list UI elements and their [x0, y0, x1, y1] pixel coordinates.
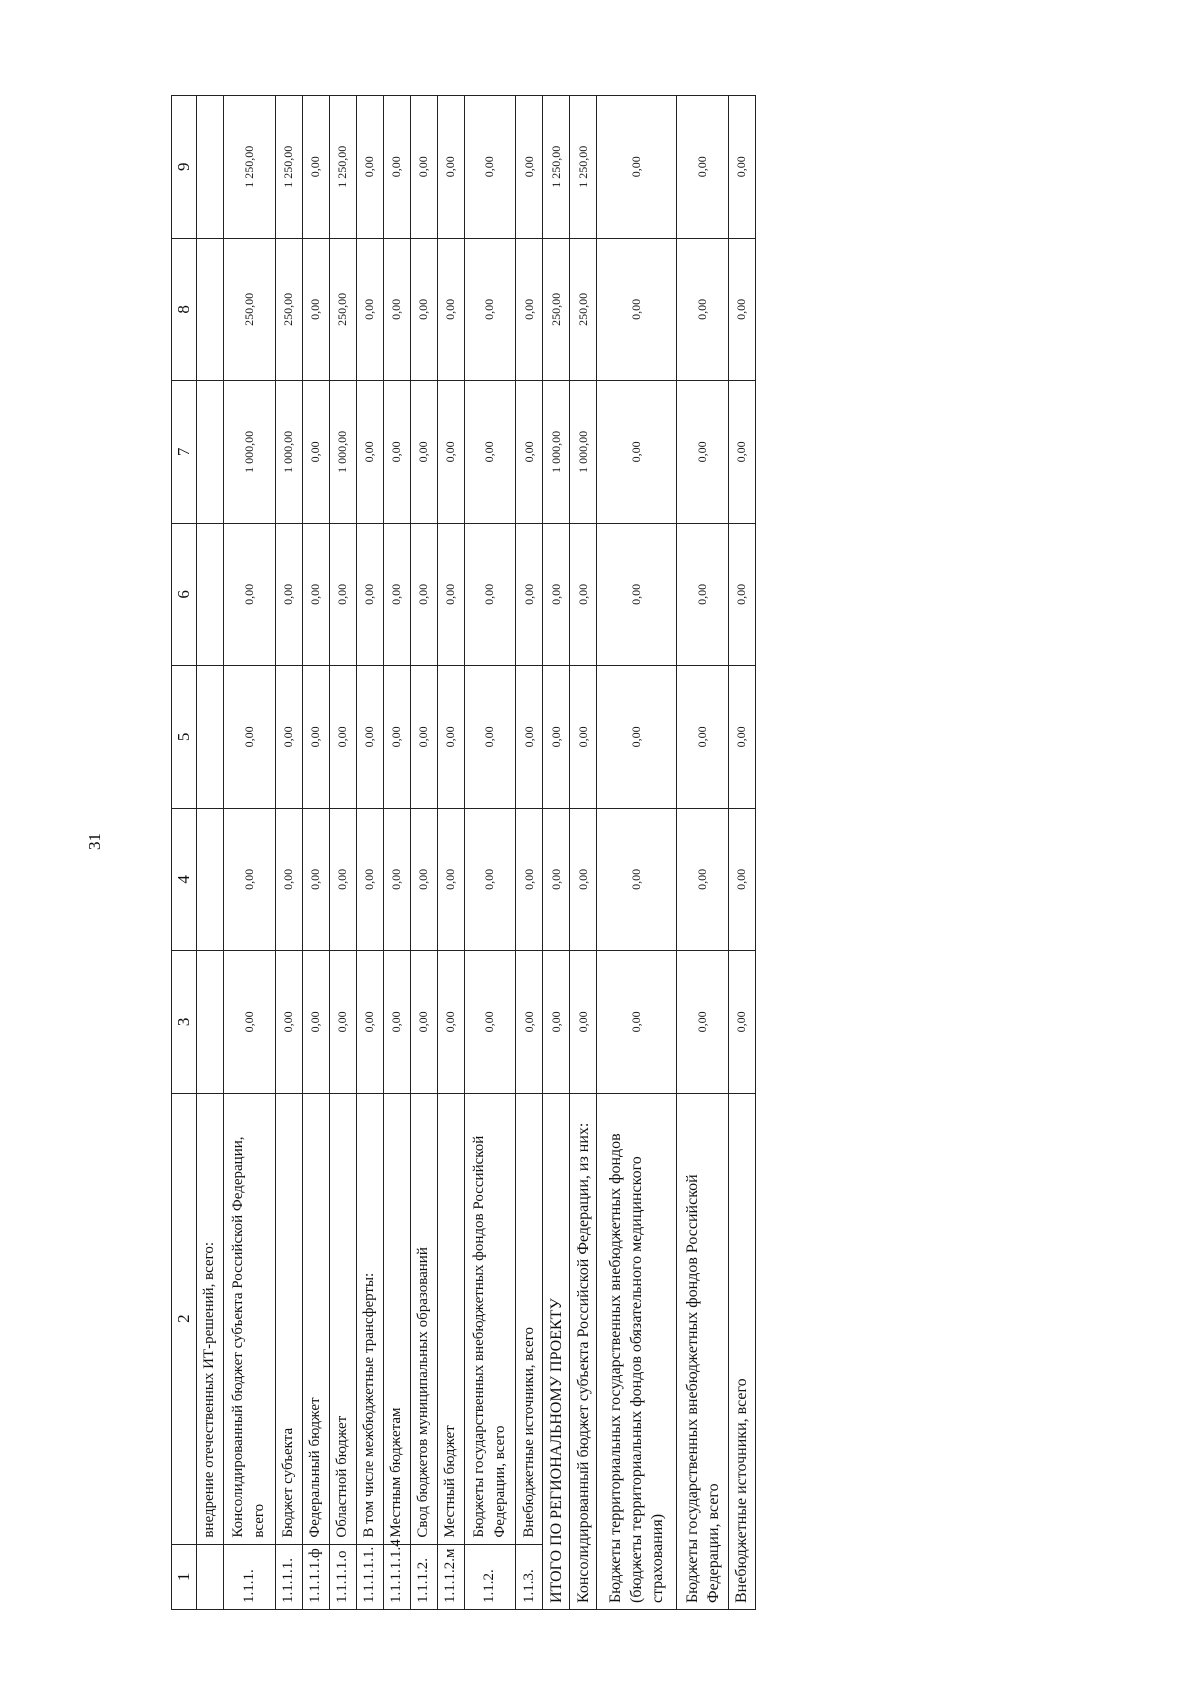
table-header-row — [172, 96, 197, 1610]
row-code: 1.1.1.1.1. — [356, 1544, 383, 1609]
cell-value: 0,00 — [383, 523, 410, 666]
cell-value — [197, 666, 224, 809]
column-header: 5 — [172, 666, 197, 809]
row-name: внедрение отечественных ИТ-решений, всего: — [197, 1093, 224, 1544]
row-code: 1.1.1.1.1.4 — [383, 1544, 410, 1609]
cell-value: 1 000,00 — [543, 381, 570, 524]
cell-value: 250,00 — [329, 238, 356, 381]
summary-row — [597, 96, 677, 1610]
cell-value: 0,00 — [356, 238, 383, 381]
cell-value: 0,00 — [597, 523, 677, 666]
cell-value: 0,00 — [597, 808, 677, 951]
summary-row — [728, 96, 755, 1610]
cell-value: 0,00 — [356, 666, 383, 809]
cell-value: 1 250,00 — [543, 96, 570, 239]
cell-value: 1 250,00 — [570, 96, 597, 239]
cell-value: 0,00 — [516, 238, 543, 381]
row-name: Бюджеты государственных внебюджетных фондов Российской Федерации, всего — [464, 1093, 516, 1544]
cell-value: 0,00 — [728, 666, 755, 809]
column-header: 8 — [172, 238, 197, 381]
summary-row-name: Внебюджетные источники, всего — [728, 1093, 755, 1609]
cell-value: 0,00 — [677, 238, 729, 381]
cell-value: 0,00 — [677, 96, 729, 239]
cell-value: 0,00 — [275, 951, 302, 1094]
cell-value: 0,00 — [677, 951, 729, 1094]
column-header: 9 — [172, 96, 197, 239]
table-row — [302, 96, 329, 1610]
row-code: 1.1.1.1.ф — [302, 1544, 329, 1609]
cell-value: 0,00 — [356, 381, 383, 524]
cell-value: 0,00 — [410, 381, 437, 524]
cell-value: 0,00 — [437, 381, 464, 524]
cell-value: 0,00 — [302, 951, 329, 1094]
cell-value: 0,00 — [302, 381, 329, 524]
cell-value: 250,00 — [570, 238, 597, 381]
cell-value: 0,00 — [223, 666, 275, 809]
summary-row-name: Бюджеты государственных внебюджетных фондов Российской Федерации, всего — [677, 1093, 729, 1609]
cell-value: 0,00 — [383, 96, 410, 239]
cell-value — [197, 96, 224, 239]
table-row — [383, 96, 410, 1610]
cell-value: 0,00 — [223, 951, 275, 1094]
row-code: 1.1.1.2.м — [437, 1544, 464, 1609]
row-name: Местный бюджет — [437, 1093, 464, 1544]
cell-value: 0,00 — [437, 238, 464, 381]
cell-value: 0,00 — [437, 666, 464, 809]
row-code: 1.1.1.2. — [410, 1544, 437, 1609]
table-row — [223, 96, 275, 1610]
cell-value: 0,00 — [677, 381, 729, 524]
cell-value: 0,00 — [728, 381, 755, 524]
cell-value: 0,00 — [570, 666, 597, 809]
cell-value: 0,00 — [464, 96, 516, 239]
cell-value: 0,00 — [410, 523, 437, 666]
page-number: 31 — [85, 833, 104, 850]
cell-value — [197, 951, 224, 1094]
cell-value: 0,00 — [410, 96, 437, 239]
cell-value: 0,00 — [516, 523, 543, 666]
cell-value: 1 000,00 — [275, 381, 302, 524]
cell-value: 0,00 — [516, 808, 543, 951]
cell-value: 0,00 — [677, 666, 729, 809]
row-name: Местным бюджетам — [383, 1093, 410, 1544]
cell-value: 0,00 — [728, 951, 755, 1094]
column-header: 7 — [172, 381, 197, 524]
cell-value: 0,00 — [410, 666, 437, 809]
cell-value: 0,00 — [437, 951, 464, 1094]
row-code — [197, 1544, 224, 1609]
cell-value: 0,00 — [464, 381, 516, 524]
row-code: 1.1.1.1. — [275, 1544, 302, 1609]
cell-value: 0,00 — [302, 238, 329, 381]
cell-value: 0,00 — [464, 238, 516, 381]
summary-row-name: Консолидированный бюджет субъекта Российской Федерации, из них: — [570, 1093, 597, 1609]
row-code: 1.1.1. — [223, 1544, 275, 1609]
cell-value: 0,00 — [464, 523, 516, 666]
summary-row — [570, 96, 597, 1610]
summary-row-name: Бюджеты территориальных государственных внебюджетных фондов (бюджеты территориальных фондов обязательного медицинского страхования) — [597, 1093, 677, 1609]
cell-value: 250,00 — [223, 238, 275, 381]
column-header: 4 — [172, 808, 197, 951]
row-code: 1.1.3. — [516, 1544, 543, 1609]
cell-value: 1 250,00 — [329, 96, 356, 239]
cell-value: 0,00 — [329, 808, 356, 951]
cell-value: 0,00 — [464, 808, 516, 951]
row-name: Внебюджетные источники, всего — [516, 1093, 543, 1544]
cell-value: 0,00 — [383, 808, 410, 951]
cell-value: 0,00 — [275, 808, 302, 951]
row-name: Бюджет субъекта — [275, 1093, 302, 1544]
table-row — [464, 96, 516, 1610]
cell-value: 0,00 — [543, 666, 570, 809]
cell-value: 0,00 — [728, 808, 755, 951]
cell-value: 0,00 — [383, 666, 410, 809]
row-code: 1.1.2. — [464, 1544, 516, 1609]
row-name: Областной бюджет — [329, 1093, 356, 1544]
cell-value: 0,00 — [597, 666, 677, 809]
cell-value: 0,00 — [302, 666, 329, 809]
cell-value: 0,00 — [302, 96, 329, 239]
cell-value: 0,00 — [329, 666, 356, 809]
cell-value: 0,00 — [543, 951, 570, 1094]
cell-value: 1 000,00 — [329, 381, 356, 524]
cell-value: 0,00 — [383, 381, 410, 524]
cell-value: 0,00 — [597, 96, 677, 239]
cell-value: 0,00 — [275, 523, 302, 666]
table-row — [275, 96, 302, 1610]
table-row — [437, 96, 464, 1610]
table-row — [516, 96, 543, 1610]
cell-value: 0,00 — [677, 523, 729, 666]
cell-value: 0,00 — [356, 96, 383, 239]
cell-value: 0,00 — [597, 238, 677, 381]
cell-value: 0,00 — [410, 238, 437, 381]
row-name: Свод бюджетов муниципальных образований — [410, 1093, 437, 1544]
table-row — [197, 96, 224, 1610]
cell-value: 250,00 — [275, 238, 302, 381]
cell-value: 0,00 — [516, 951, 543, 1094]
cell-value: 0,00 — [677, 808, 729, 951]
cell-value: 0,00 — [383, 238, 410, 381]
cell-value: 1 250,00 — [223, 96, 275, 239]
summary-row-total — [543, 96, 570, 1610]
cell-value — [197, 523, 224, 666]
cell-value: 0,00 — [570, 523, 597, 666]
cell-value: 1 000,00 — [570, 381, 597, 524]
cell-value: 0,00 — [383, 951, 410, 1094]
cell-value: 0,00 — [302, 523, 329, 666]
cell-value: 0,00 — [223, 808, 275, 951]
cell-value: 0,00 — [437, 523, 464, 666]
cell-value: 0,00 — [302, 808, 329, 951]
cell-value: 0,00 — [464, 666, 516, 809]
column-header: 2 — [172, 1093, 197, 1544]
cell-value: 1 250,00 — [275, 96, 302, 239]
column-header: 1 — [172, 1544, 197, 1609]
cell-value: 1 000,00 — [223, 381, 275, 524]
column-header: 3 — [172, 951, 197, 1094]
cell-value: 0,00 — [597, 951, 677, 1094]
table-row — [410, 96, 437, 1610]
cell-value: 0,00 — [356, 951, 383, 1094]
row-name: В том числе межбюджетные трансферты: — [356, 1093, 383, 1544]
table-row — [356, 96, 383, 1610]
cell-value: 0,00 — [356, 523, 383, 666]
cell-value: 0,00 — [410, 951, 437, 1094]
cell-value: 0,00 — [728, 523, 755, 666]
rotated-table-wrapper — [171, 95, 756, 1610]
row-name: Консолидированный бюджет субъекта Российской Федерации, всего — [223, 1093, 275, 1544]
cell-value: 0,00 — [516, 666, 543, 809]
cell-value: 0,00 — [728, 96, 755, 239]
summary-row-name: ИТОГО ПО РЕГИОНАЛЬНОМУ ПРОЕКТУ — [543, 1093, 570, 1609]
cell-value: 0,00 — [728, 238, 755, 381]
cell-value: 0,00 — [516, 381, 543, 524]
cell-value: 0,00 — [275, 666, 302, 809]
row-name: Федеральный бюджет — [302, 1093, 329, 1544]
column-header: 6 — [172, 523, 197, 666]
cell-value: 0,00 — [223, 523, 275, 666]
cell-value: 0,00 — [437, 808, 464, 951]
cell-value — [197, 381, 224, 524]
cell-value: 0,00 — [570, 951, 597, 1094]
cell-value: 0,00 — [516, 96, 543, 239]
cell-value: 0,00 — [570, 808, 597, 951]
cell-value: 0,00 — [329, 951, 356, 1094]
table-row — [329, 96, 356, 1610]
budget-table — [171, 95, 756, 1610]
cell-value: 0,00 — [437, 96, 464, 239]
cell-value: 0,00 — [329, 523, 356, 666]
cell-value: 250,00 — [543, 238, 570, 381]
summary-row — [677, 96, 729, 1610]
cell-value: 0,00 — [543, 523, 570, 666]
cell-value: 0,00 — [597, 381, 677, 524]
cell-value — [197, 808, 224, 951]
cell-value: 0,00 — [410, 808, 437, 951]
cell-value — [197, 238, 224, 381]
cell-value: 0,00 — [543, 808, 570, 951]
cell-value: 0,00 — [356, 808, 383, 951]
row-code: 1.1.1.1.о — [329, 1544, 356, 1609]
cell-value: 0,00 — [464, 951, 516, 1094]
